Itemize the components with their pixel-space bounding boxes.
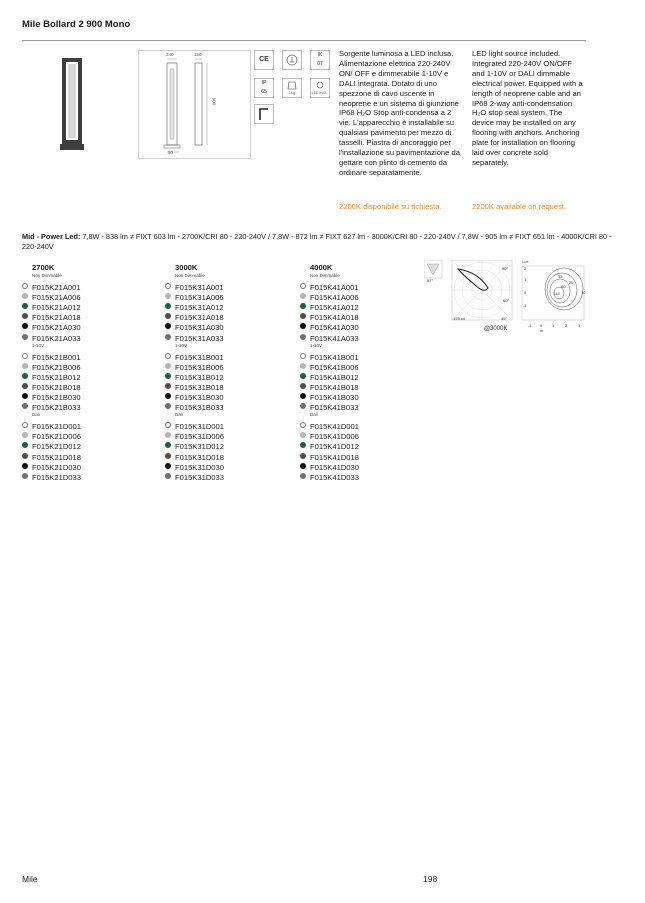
group-label: Dali: [175, 412, 183, 418]
finish-swatch: [300, 403, 306, 409]
product-code-row: [165, 393, 224, 402]
description-italian: Sorgente luminosa a LED inclusa. Alimentazione elettrica 220-240V ON/ OFF e dimmerabile 1-10V e DALI integrata. Dotato di uno spezzone di cavo uscente in neoprene e un sistema di giunzione IP68 H₂O Stop anti-condensa a 2 vie. L'apparecchio è installabile su qualsiasi pavimento per mezzo di tasselli. Piastra di ancoraggio per l'installazione su pavimentazione da gettare con plinto di cemento da ordinare separatamente.: [339, 49, 460, 177]
product-code-row: [300, 293, 359, 302]
product-code-row: [22, 393, 81, 402]
product-code-row: [22, 373, 81, 382]
product-code-row: [300, 363, 359, 372]
technical-drawing: [138, 50, 251, 159]
group-label: Dali: [310, 412, 318, 418]
finish-swatch: [22, 473, 28, 479]
product-code-row: [22, 334, 81, 343]
finish-swatch: [22, 303, 28, 309]
finish-swatch: [165, 373, 171, 379]
group-label: Non Dimmable: [310, 273, 340, 278]
product-code: F015K31A001: [175, 283, 224, 292]
product-code: F015K41D012: [310, 442, 359, 452]
product-code-row: [165, 293, 224, 302]
product-code-row: [300, 383, 359, 392]
finish-swatch: [300, 463, 306, 469]
product-code: F015K41B006: [310, 362, 359, 372]
product-code: F015K21D030: [32, 462, 81, 472]
lux-x-tick-5: 3: [578, 323, 581, 328]
lux-x-tick-3: 1: [552, 323, 555, 328]
mid-power-label: Mid - Power Led:: [22, 232, 81, 241]
note-english: 2200K available on request.: [472, 202, 567, 211]
product-code: F015K21A033: [32, 333, 81, 343]
ce-mark-icon: CE: [254, 50, 274, 70]
product-code-row: [165, 353, 224, 362]
product-code: F015K31A018: [175, 313, 224, 323]
lux-level-145: 145: [553, 291, 560, 296]
polar-label-90: 90°: [502, 266, 509, 271]
product-code: F015K31B030: [175, 393, 224, 402]
finish-swatch: [165, 313, 171, 319]
product-code-row: [300, 473, 359, 482]
product-code-row: [22, 313, 81, 322]
product-code: F015K31D033: [175, 472, 224, 482]
lux-x-tick-4: 2: [565, 323, 568, 328]
product-code: F015K31D030: [175, 462, 224, 472]
product-code-row: [165, 473, 224, 482]
footer-collection: Mile: [22, 874, 38, 884]
finish-swatch: [300, 323, 306, 329]
finish-swatch: [165, 353, 171, 359]
polar-intensity: 195 cd: [453, 316, 466, 321]
product-code: F015K41D006: [310, 432, 359, 442]
finish-swatch: [22, 422, 28, 428]
header-divider: [22, 40, 586, 41]
product-code-row: [22, 303, 81, 312]
finish-swatch: [300, 453, 306, 459]
dim-width-a: 240: [166, 52, 174, 57]
product-code: F015K41A012: [310, 303, 359, 313]
lux-x-tick-2: 0: [540, 323, 543, 328]
product-code-row: [22, 353, 81, 362]
finish-swatch: [22, 432, 28, 438]
product-code: F015K21B001: [32, 352, 81, 362]
finish-swatch: [22, 453, 28, 459]
product-code-row: [165, 283, 224, 292]
finish-swatch: [300, 432, 306, 438]
product-code: F015K31B033: [175, 403, 224, 413]
product-code: F015K21B030: [32, 393, 81, 402]
group-label: 1-10V: [310, 342, 323, 348]
product-code-row: [300, 334, 359, 343]
product-code: F015K31B001: [175, 352, 224, 362]
finish-swatch: [22, 373, 28, 379]
product-code-row: [165, 442, 224, 451]
finish-swatch: [165, 463, 171, 469]
lux-isolines: [545, 268, 583, 310]
finish-swatch: [300, 373, 306, 379]
finish-swatch: [165, 422, 171, 428]
finish-swatch: [300, 473, 306, 479]
ik-rating-icon: IK 07: [310, 50, 330, 70]
product-code-row: [22, 463, 81, 472]
product-code: F015K31D018: [175, 452, 224, 462]
class-insulation-icon: [282, 50, 302, 70]
finish-swatch: [22, 383, 28, 389]
product-code: F015K41A030: [310, 323, 359, 333]
product-code-row: [300, 442, 359, 451]
product-code-row: [300, 303, 359, 312]
finish-swatch: [300, 353, 306, 359]
product-code-row: [22, 283, 81, 292]
dim-height: 900: [211, 97, 217, 106]
finish-swatch: [22, 442, 28, 448]
finish-swatch: [22, 393, 28, 399]
product-code: F015K21D018: [32, 452, 81, 462]
finish-swatch: [22, 363, 28, 369]
finish-swatch: [22, 283, 28, 289]
product-code: F015K31B012: [175, 372, 224, 382]
lux-x-tick-1: -1: [528, 323, 532, 328]
product-code-row: [165, 303, 224, 312]
product-code-row: [300, 463, 359, 472]
lux-level-25: 25: [569, 280, 574, 285]
product-code: F015K31A012: [175, 303, 224, 313]
product-code-row: [22, 403, 81, 412]
dim-base: 50: [168, 150, 174, 155]
product-code: F015K21A012: [32, 303, 81, 313]
product-code-row: [165, 463, 224, 472]
bollard-product-image: [60, 58, 84, 150]
group-label: Non Dimmable: [175, 273, 205, 278]
product-code: F015K41B033: [310, 403, 359, 413]
product-code: F015K21D012: [32, 442, 81, 452]
product-code: F015K41D030: [310, 462, 359, 472]
finish-swatch: [300, 393, 306, 399]
product-code: F015K21D001: [32, 422, 81, 432]
beam-angle-value: 57°: [427, 278, 434, 283]
finish-swatch: [165, 383, 171, 389]
description-english: LED light source included. Integrated 220-240V ON/OFF and 1-10V or DALI dimmable electrical power. Equipped with a length of neoprene cable and an IP68 2-way anti-condensation H₂O stop seal system. The device may be installed on any flooring with anchors. Anchoring plate for installation on flooring laid over concrete sold separately.: [472, 49, 583, 167]
finish-swatch: [22, 463, 28, 469]
finish-swatch: [300, 422, 306, 428]
product-code-row: [300, 313, 359, 322]
finish-swatch: [300, 363, 306, 369]
product-code: F015K31D001: [175, 422, 224, 432]
product-code-row: [22, 293, 81, 302]
product-code: F015K41B030: [310, 393, 359, 402]
finish-swatch: [22, 403, 28, 409]
product-code: F015K41B018: [310, 382, 359, 392]
product-code: F015K21D033: [32, 472, 81, 482]
finish-swatch: [22, 293, 28, 299]
group-label: Dali: [32, 412, 40, 418]
finish-swatch: [300, 313, 306, 319]
beam-cone-icon: [427, 264, 439, 275]
product-code: F015K31D012: [175, 442, 224, 452]
group-label: 1-10V: [32, 342, 45, 348]
product-code: F015K41A018: [310, 313, 359, 323]
finish-swatch: [165, 293, 171, 299]
product-code-row: [22, 432, 81, 441]
product-code: F015K31A030: [175, 323, 224, 333]
product-code: F015K21B033: [32, 403, 81, 413]
group-label: 1-10V: [175, 342, 188, 348]
product-code: F015K31D006: [175, 432, 224, 442]
product-code: F015K21B006: [32, 362, 81, 372]
mid-power-text: 7,8W - 838 lm ≠ FIXT 603 lm - 2700K/CRI 80 - 220-240V / 7,8W - 872 lm ≠ FIXT 627 lm - 3000K/CRI 80 - 220-240V / 7,8W - 905 lm ≠ FIXT 651 lm - 4000K/CRI 80 - 220-240V: [22, 232, 612, 251]
product-code-row: [165, 432, 224, 441]
group-label: Non Dimmable: [32, 273, 62, 278]
product-code: F015K41A033: [310, 333, 359, 343]
product-code-row: [300, 422, 359, 431]
column-head-2700K: 2700K: [32, 263, 55, 272]
finish-swatch: [300, 283, 306, 289]
finish-swatch: [22, 313, 28, 319]
product-code-row: [22, 383, 81, 392]
finish-swatch: [165, 323, 171, 329]
lux-y-tick-2: 1: [524, 277, 527, 282]
finish-swatch: [165, 393, 171, 399]
finish-swatch: [300, 303, 306, 309]
column-head-3000K: 3000K: [175, 263, 198, 272]
finish-swatch: [165, 303, 171, 309]
product-code-row: [300, 403, 359, 412]
product-code-row: [22, 473, 81, 482]
product-code-row: [22, 422, 81, 431]
product-code: F015K31A006: [175, 293, 224, 303]
product-code-row: [300, 283, 359, 292]
lux-x-unit: m: [540, 328, 544, 333]
product-code: F015K21D006: [32, 432, 81, 442]
polar-label-45: 45°: [501, 316, 508, 321]
weight-icon: 1Kg: [282, 78, 302, 98]
product-code: F015K41A006: [310, 293, 359, 303]
finish-swatch: [22, 334, 28, 340]
lux-level-35: 35: [558, 274, 563, 279]
lux-y-tick-4: -1: [523, 303, 527, 308]
lux-title: Lux: [522, 260, 529, 264]
product-code-row: [165, 323, 224, 332]
product-code-row: [300, 453, 359, 462]
product-code-row: [165, 313, 224, 322]
finish-swatch: [300, 442, 306, 448]
lux-y-tick-1: 2: [524, 266, 527, 271]
product-code: F015K41B012: [310, 372, 359, 382]
finish-swatch: [165, 442, 171, 448]
product-code-row: [22, 453, 81, 462]
finish-swatch: [165, 334, 171, 340]
ip-rating-icon: IP 65: [254, 78, 274, 98]
product-code: F015K21A006: [32, 293, 81, 303]
product-code: F015K41D018: [310, 452, 359, 462]
polar-label-60: 60°: [503, 298, 510, 303]
product-code-row: [165, 383, 224, 392]
product-code: F015K21B012: [32, 372, 81, 382]
product-code: F015K21A018: [32, 313, 81, 323]
floor-mount-icon: [254, 104, 274, 124]
product-code: F015K31B018: [175, 382, 224, 392]
product-code-row: [300, 353, 359, 362]
product-code-row: [300, 323, 359, 332]
product-code-row: [22, 442, 81, 451]
lux-level-60: 60: [561, 284, 566, 289]
product-code-row: [165, 453, 224, 462]
product-code-row: [300, 432, 359, 441]
product-code: F015K21B018: [32, 382, 81, 392]
product-code: F015K41B001: [310, 352, 359, 362]
product-code-row: [165, 422, 224, 431]
photometry-caption: @3000K: [484, 326, 508, 332]
finish-swatch: [165, 403, 171, 409]
product-code: F015K21A001: [32, 283, 81, 292]
column-head-4000K: 4000K: [310, 263, 333, 272]
product-code-row: [165, 334, 224, 343]
finish-swatch: [165, 453, 171, 459]
finish-swatch: [165, 363, 171, 369]
finish-swatch: [300, 383, 306, 389]
product-code: F015K41D001: [310, 422, 359, 432]
product-code-row: [22, 323, 81, 332]
finish-swatch: [165, 283, 171, 289]
finish-swatch: [165, 432, 171, 438]
product-code: F015K31A033: [175, 333, 224, 343]
dim-width-b: 150: [194, 52, 202, 57]
finish-swatch: [22, 323, 28, 329]
lux-level-10: 10: [581, 290, 586, 295]
product-code-row: [22, 363, 81, 372]
finish-swatch: [300, 334, 306, 340]
product-code: F015K41A001: [310, 283, 359, 292]
note-italian: 2200K disponibile su richiesta.: [339, 202, 442, 211]
product-code-row: [300, 393, 359, 402]
product-code-row: [165, 373, 224, 382]
product-code: F015K41D033: [310, 472, 359, 482]
finish-swatch: [165, 473, 171, 479]
photometric-diagrams: [424, 260, 586, 336]
page-number: 198: [423, 874, 438, 884]
page-title: Mile Bollard 2 900 Mono: [22, 19, 131, 30]
product-code-row: [300, 373, 359, 382]
mid-power-led-spec: [22, 232, 622, 252]
product-code: F015K21A030: [32, 323, 81, 333]
finish-swatch: [300, 293, 306, 299]
finish-swatch: [22, 353, 28, 359]
product-code-row: [165, 403, 224, 412]
led-included-icon: LED INCL.: [310, 78, 330, 98]
lux-y-tick-3: 0: [524, 290, 527, 295]
product-code: F015K31B006: [175, 362, 224, 372]
product-code-row: [165, 363, 224, 372]
